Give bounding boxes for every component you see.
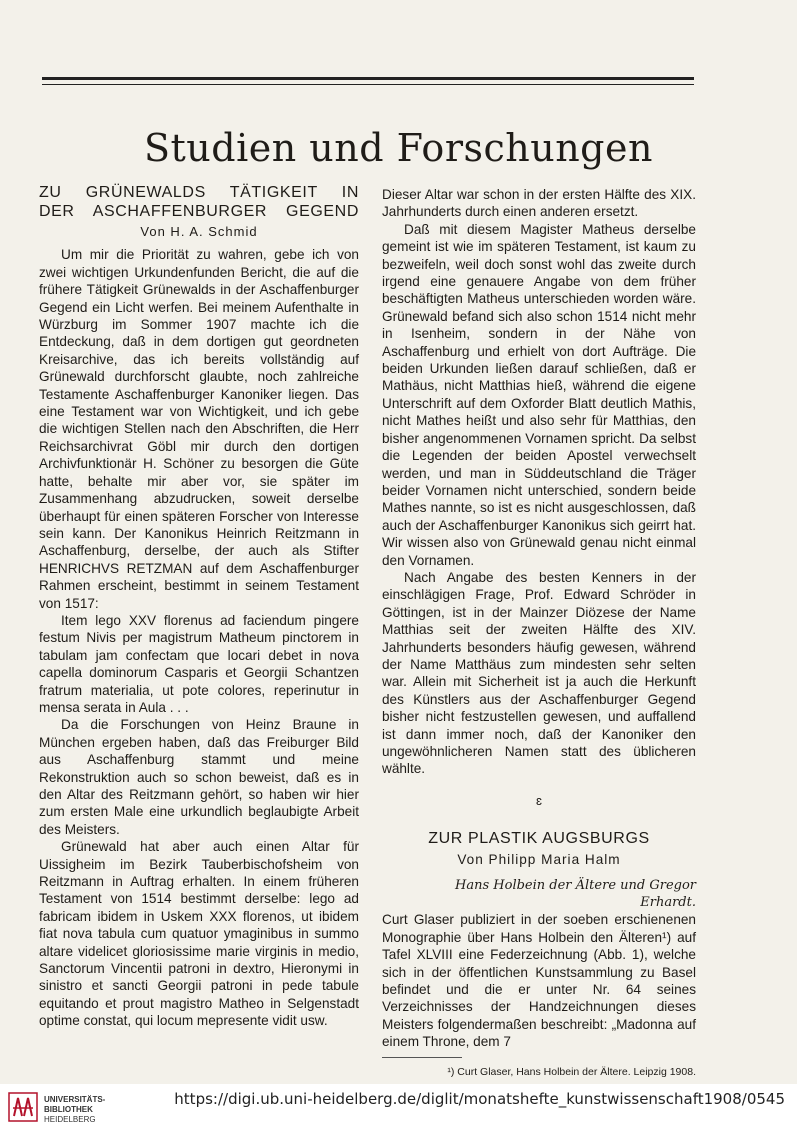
footnote-rule xyxy=(382,1057,462,1058)
logo-line: HEIDELBERG xyxy=(44,1115,96,1124)
article1-quote: Item lego XXV florenus ad faciendum pingere festum Nivis per magistrum Matheum pinctorem in tabulam jam confectam que locari debet in nova capella dominorum Casparis et Georgii Schantzen fratrum materialia, ut pote colores, reperinutur in mensa serata in Aula . . . xyxy=(39,612,359,715)
article1-heading-line2: DER ASCHAFFENBURGER GEGEND xyxy=(39,203,359,220)
article2-paragraph: Curt Glaser publiziert in der soeben erschienenen Monographie über Hans Holbein den Älteren¹) auf Tafel XLVIII eine Federzeichnung (Abb. 1), welche sich in der öffentlichen Kunstsammlung zu Basel befindet und die er unter Nr. 64 seines Verzeichnisses der Handzeichnungen dieses Meisters folgendermaßen beschreibt: „Madonna auf einem Throne, dem 7 xyxy=(382,912,696,1050)
top-rule-thick xyxy=(42,77,694,80)
article2-byline: Von Philipp Maria Halm xyxy=(457,852,621,868)
article1-cont-paragraph: Daß mit diesem Magister Matheus derselbe gemeint ist wie im späteren Testament, ist kaum zu bezweifeln, weil doch sonst wohl das zweite durch irgend eine genauere Angabe von dem früher beschäftigten Matheus unterschieden worden wäre. Grünewald befand sich also schon 1514 nicht mehr in Isenheim, sondern in der Nähe von Aschaffenburg und erhielt von dort Aufträge. Die beiden Urkunden ließen darauf schließen, daß er Mathäus, nicht Matthias hieß, während die eigene Unterschrift auf dem Oxforder Blatt deutlich Mathis, nicht Mathes heißt und also sehr für Matthias, den bisher angenommenen Vornamen spricht. Da selbst die Legenden der beiden Apostel verwechselt werden, und man in Süddeutschland die Träger beider Vornamen nicht unterschied, sondern beide Mathes nannte, so ist es nicht ausgeschlossen, daß auch der Aschaffenburger Kanonikus sich geirrt hat. Wir wissen also von Grünewald genau nicht einmal den Vornamen. xyxy=(382,221,696,568)
article1-byline: Von H. A. Schmid xyxy=(140,224,258,239)
logo-line: BIBLIOTHEK xyxy=(44,1105,93,1114)
article1-cont-paragraph: Dieser Altar war schon in der ersten Hälfte des XIX. Jahrhunderts durch einen anderen ersetzt. xyxy=(382,187,696,220)
left-column xyxy=(39,183,359,1030)
logo-line: UNIVERSITÄTS- xyxy=(44,1095,106,1104)
footer-bar xyxy=(0,1084,797,1143)
article1-paragraph: Um mir die Priorität zu wahren, gebe ich von zwei wichtigen Urkundenfunden Bericht, die auf die frühere Tätigkeit Grünewalds in der Aschaffenburger Gegend ein Licht werfen. Bei meinem Aufenthalte in Würzburg im Sommer 1907 machte ich die Entdeckung, daß in dem dortigen gut geordneten Kreisarchive, das ich bereits vollständig auf Grünewald durchforscht glaubte, noch zahlreiche Testamente Aschaffenburger Kanoniker liegen. Das eine Testament war von Wichtigkeit, und ich gebe die wichtigen Stellen nach den Abschriften, die Herr Reichsarchivrat Göbl mir durch den dortigen Archivfunktionär H. Schöner zu besorgen die Güte hatte, behalte mir aber vor, sie später im Zusammenhang abzudrucken, soweit derselbe überhaupt für einen späteren Forscher von Interesse sein kann. Der Kanonikus Heinrich Reitzmann in Aschaffenburg, derselbe, der auch als Stifter HENRICHVS RETZMAN auf dem Aschaffenburger Rahmen erscheint, bestimmt in seinem Testament von 1517: xyxy=(39,247,359,611)
article1-paragraph: Da die Forschungen von Heinz Braune in München ergeben haben, daß das Freiburger Bild aus Aschaffenburg stammt und meine Rekonstruktion auch so schon beweist, daß es in den Altar des Reitzmann gehört, so haben wir hier zum ersten Male eine urkundlich beglaubigte Arbeit des Meisters. xyxy=(39,717,359,837)
section-ornament: ɛ xyxy=(536,792,542,808)
top-rule-thin xyxy=(42,84,694,85)
article2-subheading: Hans Holbein der Ältere und Gregor Erhardt. xyxy=(455,877,696,911)
right-column xyxy=(382,186,696,1081)
page-title: Studien und Forschungen xyxy=(144,126,653,170)
library-logo-text xyxy=(44,1095,105,1125)
article1-heading-line1: ZU GRÜNEWALDS TÄTIGKEIT IN xyxy=(39,184,359,201)
footnote: ¹) Curt Glaser, Hans Holbein der Ältere. Leipzig 1908. xyxy=(447,1065,696,1078)
article2-heading: ZUR PLASTIK AUGSBURGS xyxy=(428,830,650,848)
source-url-link[interactable]: https://digi.ub.uni-heidelberg.de/diglit/monatshefte_kunstwissenschaft1908/0545 xyxy=(174,1090,785,1108)
article1-paragraph: Grünewald hat aber auch einen Altar für Uissigheim im Bezirk Tauberbischofsheim von Reitzmann in Auftrag erhalten. In einem früheren Testament von 1514 bestimmt derselbe: lego ad fabricam ibidem in Uskem XXX florenos, ut ibidem fiat nova tabula cum quatuor ymaginibus in summo altare videlicet gloriosissime marie virginis in medio, Sanctorum Vincentii patroni in dextro, Hieronymi in sinistro et sancti Georgii patroni in pede tabule equitando et prout magistro Matheo in Selgenstadt optime constat, qui locum mepresente vidit usw. xyxy=(39,839,359,1029)
university-seal-icon xyxy=(8,1092,38,1122)
article1-cont-paragraph: Nach Angabe des besten Kenners in der einschlägigen Frage, Prof. Edward Schröder in Göttingen, ist in der Mainzer Diözese der Name Matthias seit der zweiten Hälfte des XIV. Jahrhunderts besonders häufig gewesen, während der Name Matthäus zum mindesten sehr selten war. Allein mit Sicherheit ist ja auch die Herkunft des Künstlers aus der Aschaffenburger Gegend bisher nicht festzustellen gewesen, und auffallend ist dann immer noch, daß der Kanoniker den ungewöhnlicheren Namen statt des üblicheren wählte. xyxy=(382,569,696,777)
